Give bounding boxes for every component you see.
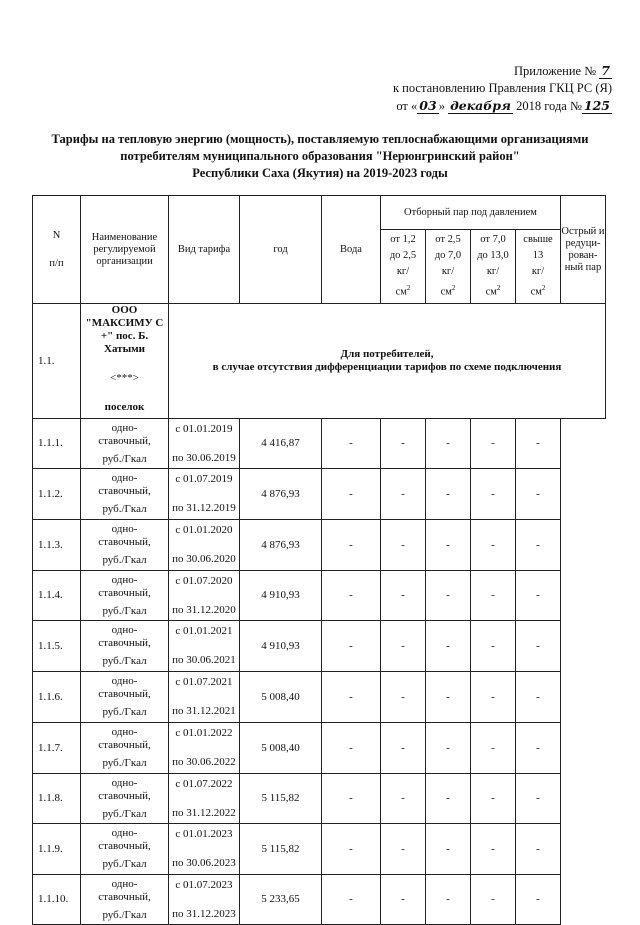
empty-tariff-dash: - bbox=[516, 621, 561, 672]
empty-tariff-dash: - bbox=[322, 723, 381, 774]
tariff-kind-cell: одно- ставочный, руб./Гкал bbox=[81, 672, 169, 723]
header-water: Вода bbox=[322, 196, 381, 304]
tariff-kind-cell: одно- ставочный, руб./Гкал bbox=[81, 774, 169, 824]
empty-tariff-dash: - bbox=[381, 723, 426, 774]
document-title: Тарифы на тепловую энергию (мощность), поставляемую теплоснабжающими организациями потребителям муниципального образования "Нерюнгринский район" Республики Саха (Якутия) на 2019-2023 годы bbox=[51, 132, 589, 180]
table-row bbox=[33, 774, 606, 824]
water-tariff: 4 876,93 bbox=[240, 520, 322, 571]
header-year: год bbox=[240, 196, 322, 304]
empty-tariff-dash: - bbox=[322, 571, 381, 621]
tariff-kind-cell: одно- ставочный, руб./Гкал bbox=[81, 621, 169, 672]
empty-tariff-dash: - bbox=[381, 571, 426, 621]
empty-tariff-dash: - bbox=[322, 824, 381, 875]
row-number: 1.1.10. bbox=[33, 875, 81, 925]
empty-tariff-dash: - bbox=[471, 571, 516, 621]
empty-tariff-dash: - bbox=[426, 520, 471, 571]
appendix-day: 03 bbox=[419, 98, 437, 113]
header-steam-col: от 7,0 до 13,0 кг/ $см^2$ bbox=[471, 230, 516, 304]
water-tariff: 5 115,82 bbox=[240, 774, 322, 824]
row-number: 1.1.3. bbox=[33, 520, 81, 571]
row-number: 1.1.9. bbox=[33, 824, 81, 875]
empty-tariff-dash: - bbox=[516, 419, 561, 469]
row-number: 1.1.4. bbox=[33, 571, 81, 621]
empty-tariff-dash: - bbox=[471, 520, 516, 571]
empty-tariff-dash: - bbox=[381, 419, 426, 469]
row-number: 1.1.2. bbox=[33, 469, 81, 520]
header-steam-col: свыше 13 кг/ $см^2$ bbox=[516, 230, 561, 304]
header-steam-col: от 2,5 до 7,0 кг/ $см^2$ bbox=[426, 230, 471, 304]
row-number: 1.1.6. bbox=[33, 672, 81, 723]
empty-tariff-dash: - bbox=[381, 875, 426, 925]
empty-tariff-dash: - bbox=[516, 824, 561, 875]
empty-tariff-dash: - bbox=[426, 875, 471, 925]
empty-tariff-dash: - bbox=[426, 621, 471, 672]
period-cell: с 01.07.2021 по 31.12.2021 bbox=[169, 672, 240, 723]
empty-tariff-dash: - bbox=[322, 520, 381, 571]
empty-tariff-dash: - bbox=[381, 672, 426, 723]
header-organization: Наименование регулируемой организации bbox=[81, 196, 169, 304]
empty-tariff-dash: - bbox=[471, 774, 516, 824]
table-row bbox=[33, 824, 606, 875]
tariff-kind-cell: одно- ставочный, руб./Гкал bbox=[81, 419, 169, 469]
empty-tariff-dash: - bbox=[426, 672, 471, 723]
empty-tariff-dash: - bbox=[516, 875, 561, 925]
row-number: 1.1.7. bbox=[33, 723, 81, 774]
row-number: 1.1.5. bbox=[33, 621, 81, 672]
period-cell: с 01.07.2022 по 31.12.2022 bbox=[169, 774, 240, 824]
empty-tariff-dash: - bbox=[471, 723, 516, 774]
empty-tariff-dash: - bbox=[471, 824, 516, 875]
appendix-number: 7 bbox=[601, 63, 610, 78]
table-row bbox=[33, 571, 606, 621]
empty-tariff-dash: - bbox=[516, 571, 561, 621]
header-number: N п/п bbox=[33, 196, 81, 304]
appendix-month: декабря bbox=[450, 98, 511, 113]
period-cell: с 01.07.2019 по 31.12.2019 bbox=[169, 469, 240, 520]
water-tariff: 5 115,82 bbox=[240, 824, 322, 875]
period-cell: с 01.01.2023 по 30.06.2023 bbox=[169, 824, 240, 875]
water-tariff: 5 008,40 bbox=[240, 723, 322, 774]
organization-marker: <***> bbox=[110, 372, 139, 384]
empty-tariff-dash: - bbox=[426, 723, 471, 774]
empty-tariff-dash: - bbox=[426, 419, 471, 469]
empty-tariff-dash: - bbox=[322, 621, 381, 672]
empty-tariff-dash: - bbox=[426, 824, 471, 875]
table-row bbox=[33, 723, 606, 774]
empty-tariff-dash: - bbox=[516, 672, 561, 723]
tariff-kind-cell: одно- ставочный, руб./Гкал bbox=[81, 469, 169, 520]
period-cell: с 01.01.2022 по 30.06.2022 bbox=[169, 723, 240, 774]
empty-tariff-dash: - bbox=[322, 419, 381, 469]
appendix-line-3: от « 03 » декабря 2018 года № 125 bbox=[396, 98, 610, 113]
tariff-kind-cell: одно- ставочный, руб./Гкал bbox=[81, 824, 169, 875]
tariff-kind-cell: одно- ставочный, руб./Гкал bbox=[81, 723, 169, 774]
empty-tariff-dash: - bbox=[471, 672, 516, 723]
empty-tariff-dash: - bbox=[322, 875, 381, 925]
tariff-kind-cell: одно- ставочный, руб./Гкал bbox=[81, 571, 169, 621]
empty-tariff-dash: - bbox=[516, 723, 561, 774]
row-number: 1.1.8. bbox=[33, 774, 81, 824]
table-row bbox=[33, 875, 606, 925]
table-row bbox=[33, 672, 606, 723]
empty-tariff-dash: - bbox=[381, 520, 426, 571]
empty-tariff-dash: - bbox=[516, 774, 561, 824]
empty-tariff-dash: - bbox=[322, 774, 381, 824]
empty-tariff-dash: - bbox=[381, 774, 426, 824]
tariff-table bbox=[32, 195, 606, 925]
water-tariff: 4 910,93 bbox=[240, 621, 322, 672]
empty-tariff-dash: - bbox=[426, 774, 471, 824]
header-tariff-kind: Вид тарифа bbox=[169, 196, 240, 304]
organization-cell bbox=[81, 304, 169, 419]
empty-tariff-dash: - bbox=[471, 469, 516, 520]
empty-tariff-dash: - bbox=[381, 621, 426, 672]
row-number: 1.1.1. bbox=[33, 419, 81, 469]
water-tariff: 4 876,93 bbox=[240, 469, 322, 520]
header-steam-col: от 1,2 до 2,5 кг/ $см^2$ bbox=[381, 230, 426, 304]
empty-tariff-dash: - bbox=[322, 672, 381, 723]
empty-tariff-dash: - bbox=[381, 469, 426, 520]
water-tariff: 4 416,87 bbox=[240, 419, 322, 469]
period-cell: с 01.07.2023 по 31.12.2023 bbox=[169, 875, 240, 925]
empty-tariff-dash: - bbox=[322, 469, 381, 520]
organization-name: ООО "МАКСИМУ С +" пос. Б. Хатыми bbox=[85, 304, 164, 355]
table-row bbox=[33, 520, 606, 571]
appendix-block bbox=[393, 62, 612, 115]
empty-tariff-dash: - bbox=[471, 875, 516, 925]
period-cell: с 01.01.2021 по 30.06.2021 bbox=[169, 621, 240, 672]
period-cell: с 01.01.2019 по 30.06.2019 bbox=[169, 419, 240, 469]
header-reduced-steam: Острый и редуци-рован-ный пар bbox=[561, 196, 606, 304]
empty-tariff-dash: - bbox=[426, 469, 471, 520]
group-title: Для потребителей, в случае отсутствия дифференциации тарифов по схеме подключения bbox=[169, 304, 606, 419]
appendix-line-2: к постановлению Правления ГКЦ РС (Я) bbox=[392, 81, 612, 95]
organization-suffix: поселок bbox=[104, 401, 145, 413]
table-row bbox=[33, 419, 606, 469]
water-tariff: 4 910,93 bbox=[240, 571, 322, 621]
tariff-kind-cell: одно- ставочный, руб./Гкал bbox=[81, 875, 169, 925]
water-tariff: 5 008,40 bbox=[240, 672, 322, 723]
tariff-kind-cell: одно- ставочный, руб./Гкал bbox=[81, 520, 169, 571]
empty-tariff-dash: - bbox=[426, 571, 471, 621]
period-cell: с 01.07.2020 по 31.12.2020 bbox=[169, 571, 240, 621]
table-row bbox=[33, 469, 606, 520]
empty-tariff-dash: - bbox=[516, 469, 561, 520]
empty-tariff-dash: - bbox=[471, 621, 516, 672]
group-number: 1.1. bbox=[33, 304, 81, 419]
empty-tariff-dash: - bbox=[381, 824, 426, 875]
period-cell: с 01.01.2020 по 30.06.2020 bbox=[169, 520, 240, 571]
appendix-line-1: Приложение № 7 bbox=[514, 63, 610, 78]
empty-tariff-dash: - bbox=[516, 520, 561, 571]
water-tariff: 5 233,65 bbox=[240, 875, 322, 925]
table-row bbox=[33, 621, 606, 672]
header-steam: Отборный пар под давлением bbox=[381, 196, 561, 230]
appendix-doc-number: 125 bbox=[583, 98, 610, 113]
empty-tariff-dash: - bbox=[471, 419, 516, 469]
